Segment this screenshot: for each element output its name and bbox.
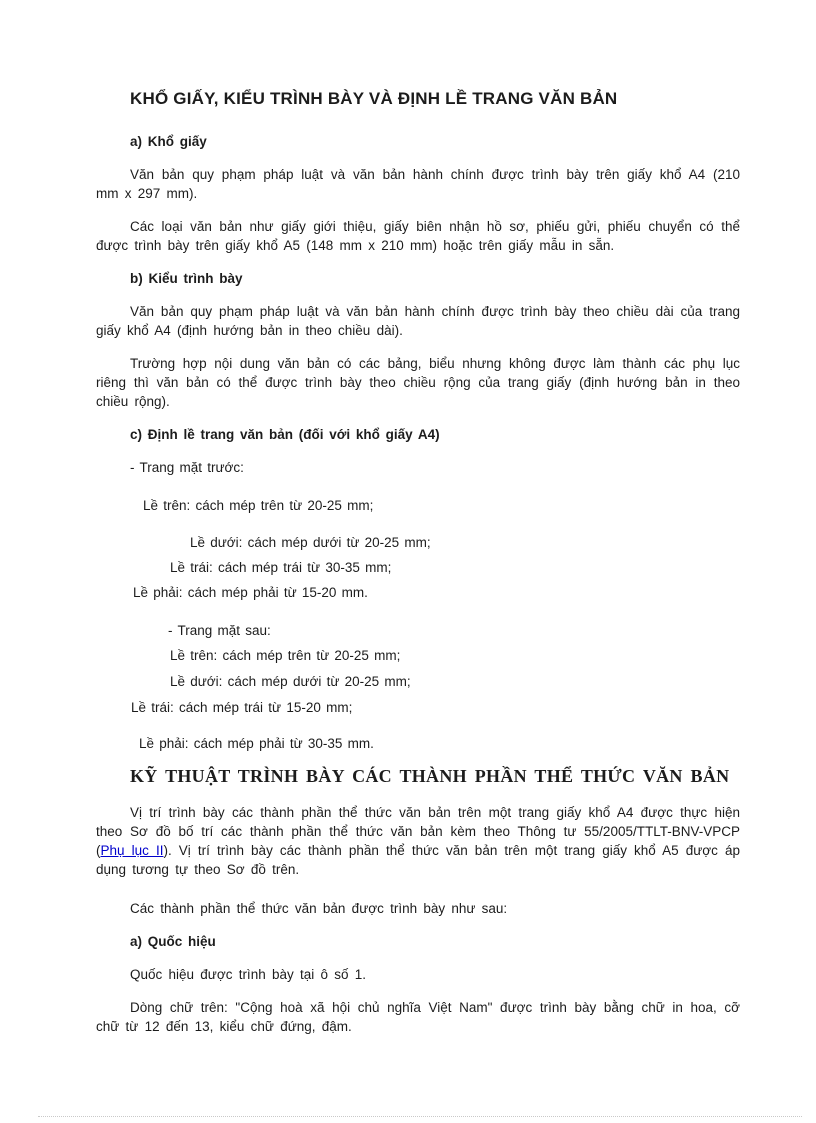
heading-kho-giay: a) Khổ giấy — [130, 134, 207, 149]
margin-rule-back-left: Lề trái: cách mép trái từ 15-20 mm; — [131, 700, 353, 715]
para-kho-giay-a5: Các loại văn bản như giấy giới thiệu, giấy biên nhận hồ sơ, phiếu gửi, phiếu chuyển có thể được trình bày trên giấy khổ A5 (148 mm x 210 mm) hoặc trên giấy mẫu in sẵn. — [96, 219, 740, 253]
para-vi-tri-text-after-link: ). Vị trí trình bày các thành phần thể thức văn bản trên một trang giấy khổ A5 được áp dụng tương tự theo Sơ đồ trên. — [96, 843, 741, 877]
margin-rule-back-top: Lề trên: cách mép trên từ 20-25 mm; — [170, 648, 401, 663]
para-quoc-hieu-dong-chu-tren: Dòng chữ trên: "Cộng hoà xã hội chủ nghĩa Việt Nam" được trình bày bằng chữ in hoa, cỡ chữ từ 12 đến 13, kiểu chữ đứng, đậm. — [96, 1000, 740, 1034]
para-vi-tri-trinh-bay — [96, 803, 740, 879]
para-thanh-phan-intro: Các thành phần thể thức văn bản được trình bày như sau: — [130, 901, 508, 916]
heading-quoc-hieu: a) Quốc hiệu — [130, 934, 216, 949]
margin-rule-back-right: Lề phải: cách mép phải từ 30-35 mm. — [139, 736, 374, 751]
main-title-kho-giay: KHỔ GIẤY, KIỂU TRÌNH BÀY VÀ ĐỊNH LỀ TRANG VĂN BẢN — [130, 89, 618, 108]
label-trang-mat-truoc: - Trang mặt trước: — [130, 460, 244, 475]
margin-rule-front-left: Lề trái: cách mép trái từ 30-35 mm; — [170, 560, 392, 575]
page-bottom-dotted-divider — [38, 1116, 802, 1117]
para-quoc-hieu-o-so-1: Quốc hiệu được trình bày tại ô số 1. — [130, 967, 367, 982]
margin-rule-front-top: Lề trên: cách mép trên từ 20-25 mm; — [143, 498, 374, 513]
phu-luc-ii-link[interactable]: Phụ lục II — [100, 843, 164, 858]
margin-rule-front-right: Lề phải: cách mép phải từ 15-20 mm. — [133, 585, 368, 600]
para-kieu-trinh-bay-dai: Văn bản quy phạm pháp luật và văn bản hành chính được trình bày theo chiều dài của trang giấy khổ A4 (định hướng bản in theo chiều dài). — [96, 304, 740, 338]
heading-dinh-le: c) Định lề trang văn bản (đối với khổ giấy A4) — [130, 427, 440, 442]
margin-rule-front-bottom: Lề dưới: cách mép dưới từ 20-25 mm; — [190, 535, 431, 550]
para-kieu-trinh-bay-rong: Trường hợp nội dung văn bản có các bảng, biểu nhưng không được làm thành các phụ lục riêng thì văn bản có thể được trình bày theo chiều rộng của trang giấy (định hướng bản in theo chiều rộng). — [96, 356, 740, 409]
label-trang-mat-sau: - Trang mặt sau: — [168, 623, 271, 638]
margin-rule-back-bottom: Lề dưới: cách mép dưới từ 20-25 mm; — [170, 674, 411, 689]
heading-kieu-trinh-bay: b) Kiểu trình bày — [130, 271, 243, 286]
para-vi-tri-text-before-link: Vị trí trình bày các thành phần thể thức văn bản trên một trang giấy khổ A4 được thực hiện theo Sơ đồ bố trí các thành phần thể thức văn bản kèm theo Thông tư 55/2005/TTLT-BNV-VPCP ( — [96, 805, 740, 858]
para-kho-giay-a4: Văn bản quy phạm pháp luật và văn bản hành chính được trình bày trên giấy khổ A4 (210 mm x 297 mm). — [96, 167, 740, 201]
main-title-ky-thuat: KỸ THUẬT TRÌNH BÀY CÁC THÀNH PHẦN THỂ THỨC VĂN BẢN — [130, 766, 730, 786]
